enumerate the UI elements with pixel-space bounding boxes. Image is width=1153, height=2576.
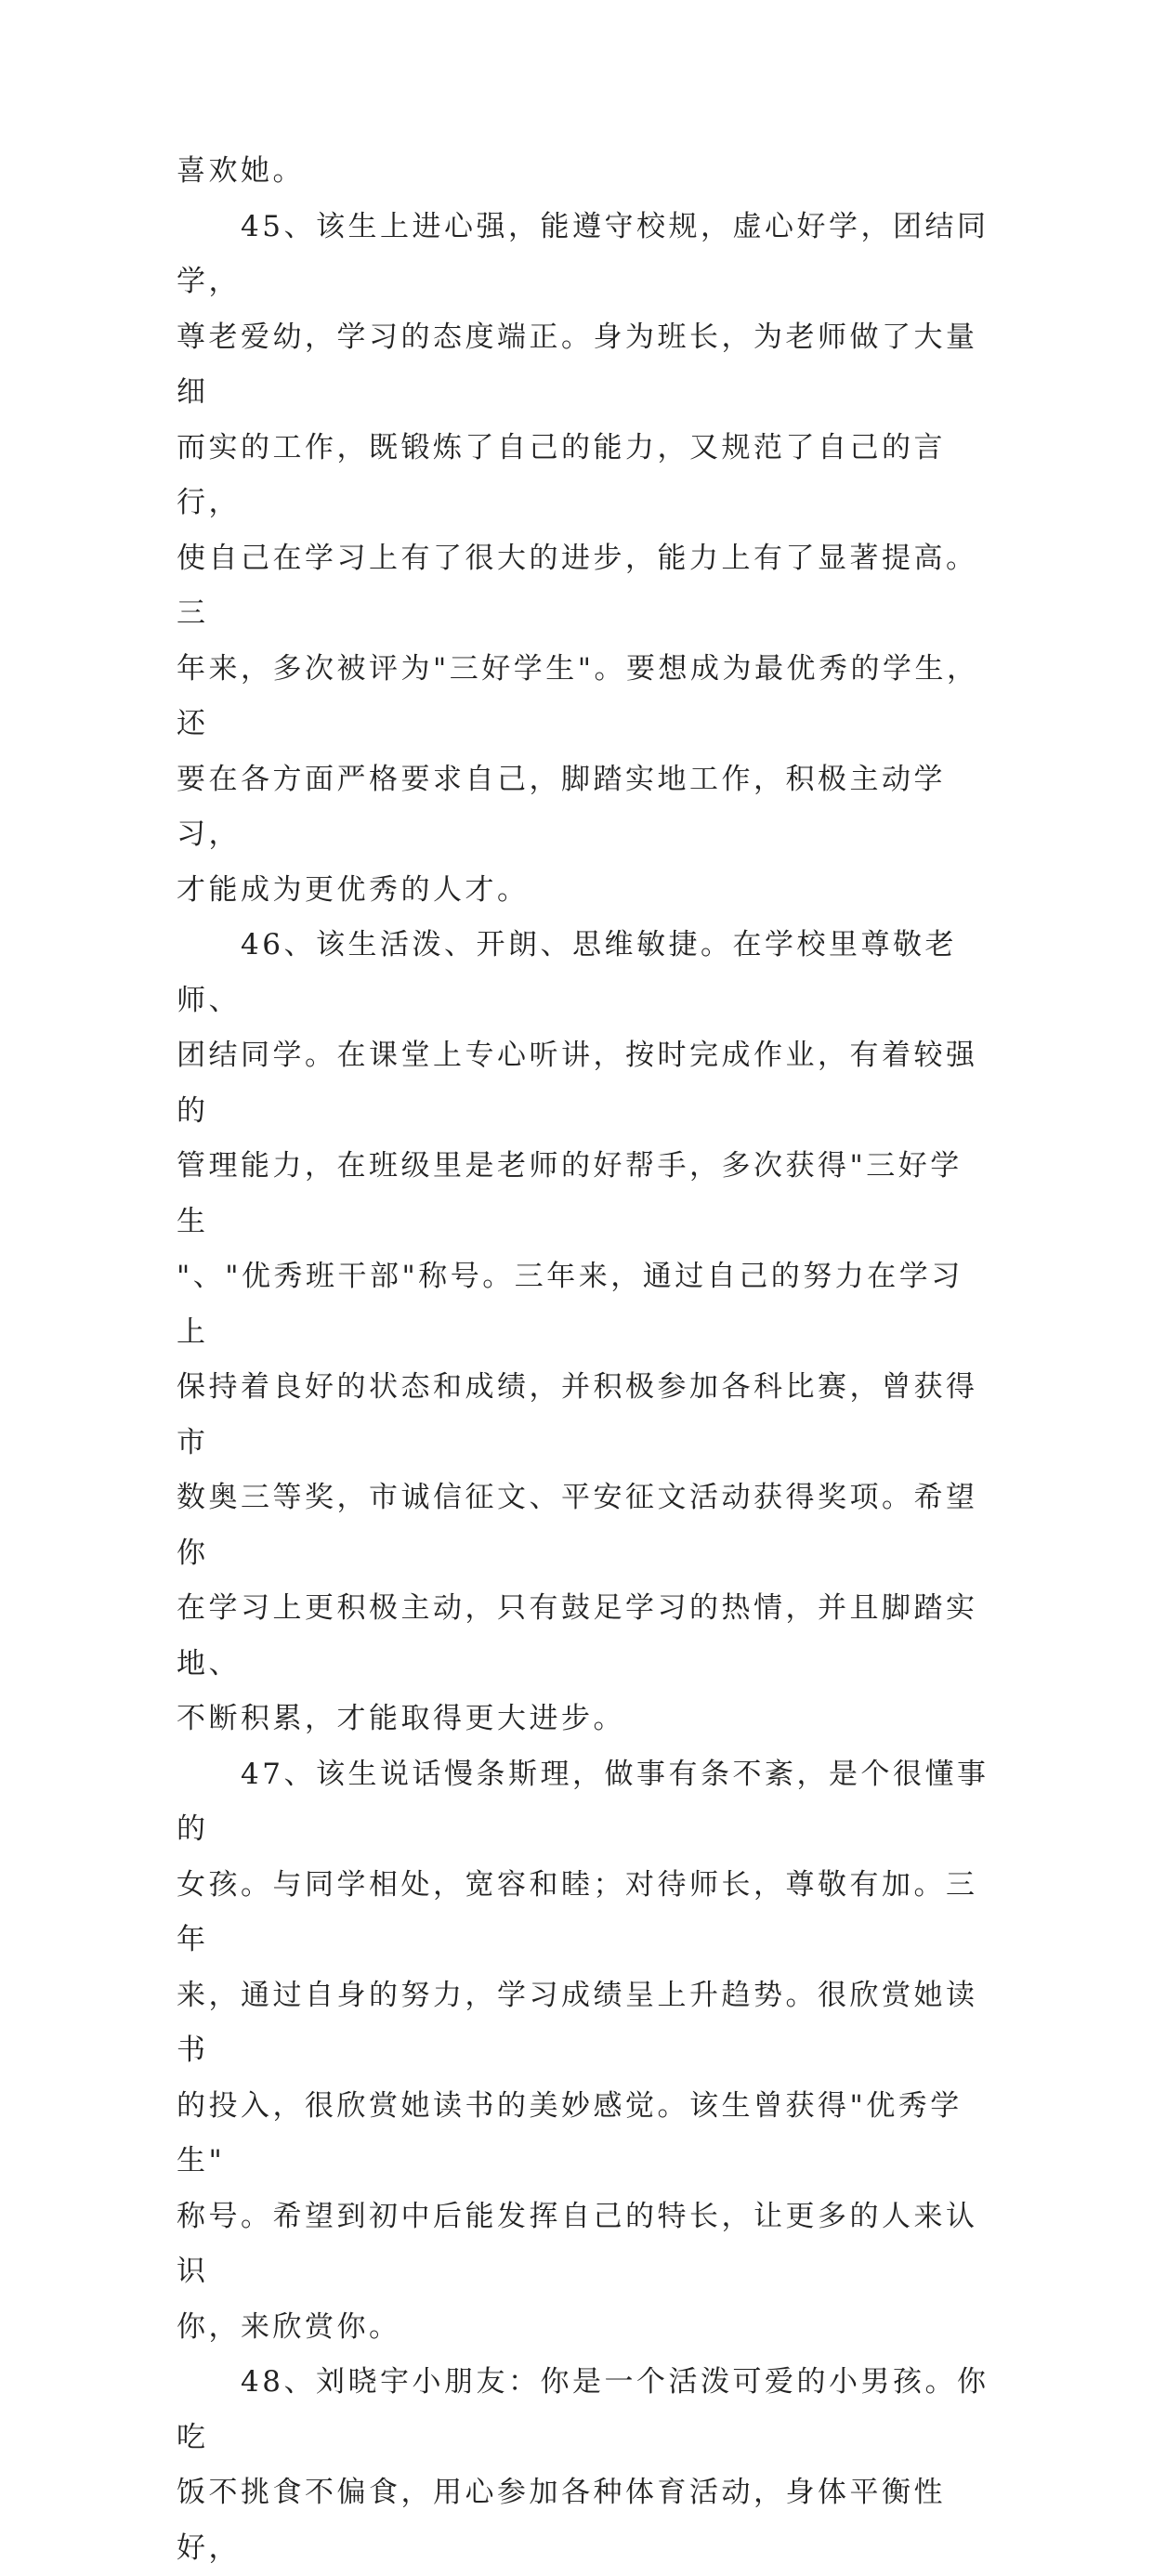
paragraph-48: 48、刘晓宇小朋友：你是一个活泼可爱的小男孩。你吃 饭不挑食不偏食，用心参加各种体育活动，身体平衡性好， (177, 2365, 989, 2565)
paragraph-47: 47、该生说话慢条斯理，做事有条不紊，是个很懂事的 女孩。与同学相处，宽容和睦；对待师长，尊敬有加。三年 来，通过自身的努力，学习成绩呈上升趋势。很欣赏她读书 的投入，很欣赏她读书的美妙感觉。该生曾获得"优秀学生" 称号。希望到初中后能发挥自己的特长，让更多的人来认识 你，来欣赏你。 (177, 1757, 989, 2344)
paragraph-continuation: 喜欢她。 (177, 154, 305, 188)
paragraph-45: 45、该生上进心强，能遵守校规，虚心好学，团结同学， 尊老爱幼，学习的态度端正。身为班长，为老师做了大量细 而实的工作，既锻炼了自己的能力，又规范了自己的言行， 使自己在学习上有了很大的进步，能力上有了显著提高。三 年来，多次被评为"三好学生"。要想成为最优秀的学生，还 要在各方面严格要求自己，脚踏实地工作，积极主动学习， 才能成为更优秀的人才。 (177, 209, 989, 907)
paragraph-46: 46、该生活泼、开朗、思维敏捷。在学校里尊敬老师、 团结同学。在课堂上专心听讲，按时完成作业，有着较强的 管理能力，在班级里是老师的好帮手，多次获得"三好学生 "、"优秀班干部"称号。三年来，通过自己的努力在学习上 保持着良好的状态和成绩，并积极参加各科比赛，曾获得市 数奥三等奖，市诚信征文、平安征文活动获得奖项。希望你 在学习上更积极主动，只有鼓足学习的热情，并且脚踏实地、 不断积累，才能取得更大进步。 (177, 928, 978, 1735)
document-body (177, 144, 994, 2576)
